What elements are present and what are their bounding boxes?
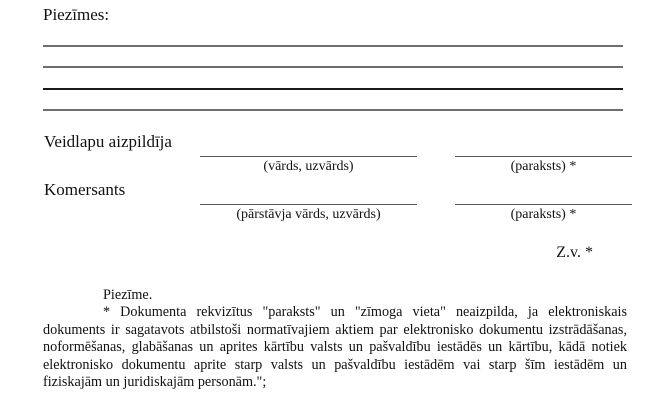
notes-line-1[interactable] bbox=[43, 45, 623, 47]
notes-line-2[interactable] bbox=[43, 66, 623, 68]
form-filler-signature-field[interactable] bbox=[455, 156, 632, 157]
merchant-name-caption: (pārstāvja vārds, uzvārds) bbox=[236, 207, 381, 222]
merchant-label: Komersants bbox=[44, 180, 126, 199]
footnote bbox=[43, 287, 627, 391]
notes-line-4[interactable] bbox=[43, 109, 623, 111]
merchant-name-field[interactable] bbox=[200, 204, 417, 205]
form-filler-label: Veidlapu aizpildīja bbox=[44, 132, 172, 151]
form-filler-signature-caption: (paraksts) * bbox=[510, 159, 577, 174]
stamp-place-label: Z.v. * bbox=[556, 244, 593, 261]
notes-title: Piezīmes: bbox=[43, 5, 110, 24]
notes-line-3[interactable] bbox=[43, 88, 623, 90]
footnote-text: * Dokumenta rekvizītus "paraksts" un "zīmoga vieta" neaizpilda, ja elektroniskais dokuments ir sagatavots atbilstoši normatīvajiem aktiem par elektronisko dokumentu izstrādāšanas, noformēšanas, glabāšanas un aprites kārtību valsts un pašvaldību iestādēs un kārtību, kādā notiek elektronisko dokumentu aprite starp valsts un pašvaldību iestādēm vai starp šīm iestādēm un fiziskajām un juridiskajām personām."; bbox=[43, 304, 627, 391]
merchant-signature-caption: (paraksts) * bbox=[510, 207, 577, 222]
merchant-signature-field[interactable] bbox=[455, 204, 632, 205]
form-filler-name-field[interactable] bbox=[200, 156, 417, 157]
form-filler-name-caption: (vārds, uzvārds) bbox=[263, 159, 354, 174]
footnote-heading: Piezīme. bbox=[103, 287, 153, 303]
